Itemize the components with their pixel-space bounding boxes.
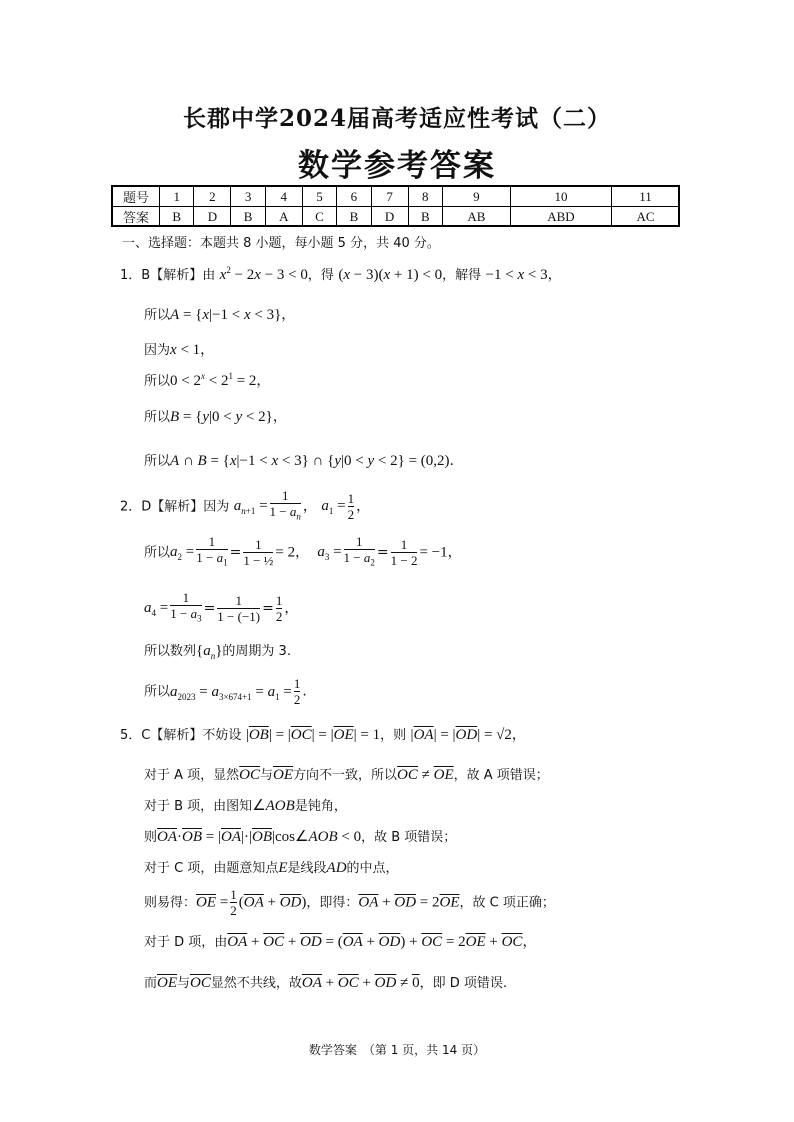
answer-cell: C [302,207,336,227]
answer-cell: B [408,207,442,227]
q2-line-2: 所以$a_2$ = $\frac{1}{1 - a_1}$ = $\frac{1}{\text{1 − ½}}$ = 2， $a_3$ = $\frac{1}{1 - a_2}$ = $\frac{1}{1 - 2}$ = −1， [144,534,462,571]
q1-line-5: 所以B = {y|0 < y < 2}， [144,409,287,425]
q5-line-a: 对于 A 项，显然$\overline{OC}$与$\overline{OE}$方向不一致，所以$\overline{OC} \ne \overline{OE}$，故 A 项错误； [144,767,549,783]
q1-line-2: 所以A = {x|−1 < x < 3}， [144,307,296,323]
question-number-cell: 3 [231,187,265,207]
q5-line-c2: 则易得：$\overline{OE}$ = $\frac{1}{2}$ $(\overline{OA} + \overline{OD})$，即得：$\overline{OA} + \overline{OD} = 2\overline{OE}$，故 C 项正确； [144,887,555,918]
answer-table-answer-row [113,207,680,227]
school-title: 长郡中学2024届高考适应性考试（二） [182,105,611,132]
q5-line-1: 5．C【解析】不妨设 $|\overline{OB}| = |\overline{OC}| = |\overline{OE}| = 1$，则 $|\overline{OA}| = |\overline{OD}| = √2$， [120,727,526,743]
question-number-cell: 8 [408,187,442,207]
question-number-cell: 5 [302,187,336,207]
answer-cell: B [160,207,194,227]
q2-head: 2．D【解析】因为 [120,499,230,515]
question-number-cell: 6 [337,187,371,207]
q2-line-1: 2．D【解析】因为 $a_{n+1}$ = $\frac{1}{1 - a_n}$ ， $a_1$ = $\frac{1}{2}$ ， [120,488,370,525]
question-number-cell: 7 [371,187,408,207]
question-number-cell: 4 [265,187,302,207]
answer-cell: B [337,207,371,227]
q5-line-b1: 对于 B 项，由图知∠AOB是钝角， [144,798,347,814]
answer-cell: ABD [510,207,611,227]
q5-line-b2: 则$\overline{OA}\cdot\overline{OB}$ = $|\overline{OA}|\cdot|\overline{OB}|\cos\angle AOB < 0$，故 B 项错误； [144,829,457,845]
question-number-cell: 1 [160,187,194,207]
q2-line-3: $a_4$ = $\frac{1}{1 - a_3}$ = $\frac{1}{1 - (-1)}$ = $\frac{1}{2}$ ， [144,590,298,627]
doc-title: 数学参考答案 [298,148,496,184]
page-footer: 数学答案 （第 1 页，共 14 页） [308,1043,486,1057]
q5-line-c1: 对于 C 项，由题意知点E是线段AD的中点， [144,860,399,876]
answer-table-number-row [113,187,680,207]
question-number-cell: 11 [612,187,680,207]
q1-line-1: 1．B【解析】由 $x^2 - 2x - 3 < 0$，得 (x − 3)(x + 1) < 0，解得 −1 < x < 3， [120,265,562,283]
q1-line-4: 所以$0 < 2^x < 2^1 = 2$， [144,371,271,389]
question-number-cell: 2 [194,187,231,207]
q1-line-3: 因为x < 1， [144,342,215,358]
q5-line-d2: 而$\overline{OE}$与$\overline{OC}$显然不共线，故$\overline{OA} + \overline{OC} + \overline{OD} \ne 0$，即 D 项错误. [144,975,507,991]
q2-line-5: 所以$a_{2023} = a_{3\times 674+1} = a_1$ = $\frac{1}{2}$ . [144,676,307,707]
section-heading: 一、选择题：本题共 8 小题，每小题 5 分，共 40 分。 [122,236,440,251]
answer-cell: A [265,207,302,227]
row-label-number: 题号 [113,187,160,207]
answer-cell: D [194,207,231,227]
answer-cell: D [371,207,408,227]
question-number-cell: 9 [443,187,511,207]
q1-head: 1．B【解析】由 [120,268,216,283]
q2-line-4: 所以数列$\{a_n\}$的周期为 3. [144,643,291,661]
q1-line-6: 所以A ∩ B = {x|−1 < x < 3} ∩ {y|0 < y < 2} = (0,2). [144,453,454,469]
row-label-answer: 答案 [113,207,160,227]
question-number-cell: 10 [510,187,611,207]
q5-line-d1: 对于 D 项，由$\overline{OA} + \overline{OC} + \overline{OD} = (\overline{OA} + \overline{OD}) + \overline{OC} = 2\overline{OE} + \overline{OC}$， [144,934,537,950]
answer-table [112,186,680,227]
q5-head: 5．C【解析】不妨设 [120,728,242,743]
answer-cell: AC [612,207,680,227]
answer-cell: AB [443,207,511,227]
answer-cell: B [231,207,265,227]
